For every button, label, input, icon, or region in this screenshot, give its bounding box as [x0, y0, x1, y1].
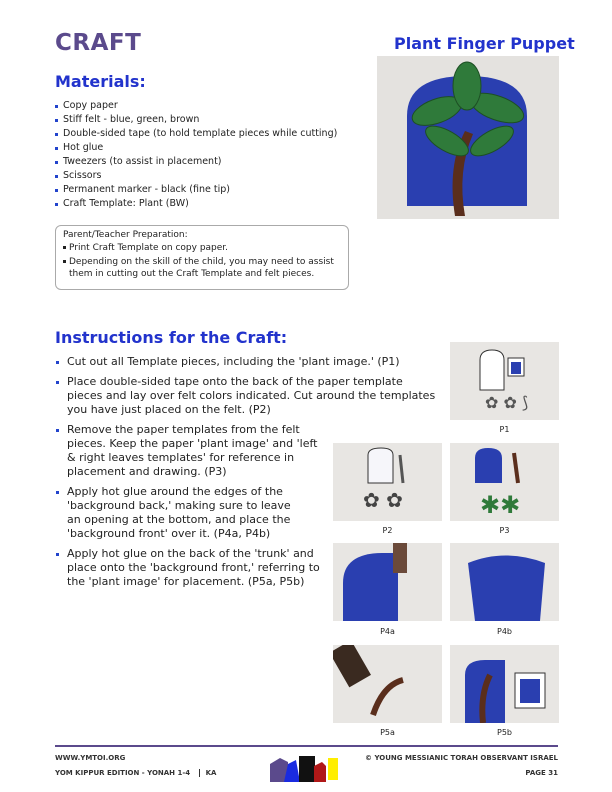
- footer-page-number: PAGE 31: [525, 769, 558, 777]
- photo-p5a: [333, 645, 442, 723]
- footer-copyright: © YOUNG MESSIANIC TORAH OBSERVANT ISRAEL: [365, 754, 558, 762]
- svg-text:✿ ✿: ✿ ✿: [363, 488, 403, 512]
- photo-p3: [450, 443, 559, 521]
- list-item: Cut out all Template pieces, including the 'plant image.' (P1): [55, 355, 440, 369]
- craft-name: Plant Finger Puppet: [394, 34, 575, 53]
- footer-edition: [55, 769, 216, 777]
- photo-p2: [333, 443, 442, 521]
- list-item: Apply hot glue on the back of the 'trunk' and place onto the 'background front,' referring to the 'plant image' for placement. (P5a, P5b): [55, 547, 332, 589]
- photo-caption: P4b: [497, 627, 512, 636]
- photo-caption: P1: [499, 425, 510, 434]
- photo-caption: P5a: [380, 728, 395, 737]
- photo-caption: P5b: [497, 728, 512, 737]
- photo-p4b: [450, 543, 559, 621]
- photo-caption: P2: [382, 526, 393, 535]
- page-title: CRAFT: [55, 30, 142, 56]
- svg-text:✿ ✿ ⟆: ✿ ✿ ⟆: [485, 393, 529, 412]
- materials-heading: Materials:: [55, 72, 146, 91]
- photo-caption: P3: [499, 526, 510, 535]
- photo-p5b: [450, 645, 559, 723]
- footer-divider: [55, 745, 558, 747]
- finished-puppet-photo: [377, 56, 559, 219]
- list-item: Craft Template: Plant (BW): [55, 197, 337, 211]
- list-item: Double-sided tape (to hold template pieces while cutting): [55, 127, 337, 141]
- list-item: Place double-sided tape onto the back of the paper template pieces and lay over felt colors indicated. Cut around the templates you have just placed on the felt. (P2): [55, 375, 440, 417]
- list-item: Print Craft Template on copy paper.: [56, 242, 348, 254]
- photo-p4a: [333, 543, 442, 621]
- footer-website[interactable]: WWW.YMTOI.ORG: [55, 754, 126, 762]
- footer-edition-text: YOM KIPPUR EDITION - YONAH 1-4: [55, 769, 191, 777]
- list-item: Scissors: [55, 169, 337, 183]
- list-item: Remove the paper templates from the felt pieces. Keep the paper 'plant image' and 'left & right leaves templates' for reference in placement and drawing. (P3): [55, 423, 327, 479]
- list-item: Hot glue: [55, 141, 337, 155]
- instructions-heading: Instructions for the Craft:: [55, 328, 288, 347]
- list-item: Copy paper: [55, 99, 337, 113]
- list-item: Stiff felt - blue, green, brown: [55, 113, 337, 127]
- footer-level: KA: [205, 769, 217, 777]
- photo-p1: [450, 342, 559, 420]
- list-item: Tweezers (to assist in placement): [55, 155, 337, 169]
- list-item: Apply hot glue around the edges of the 'background back,' making sure to leave an opening at the bottom, and place the 'background front' over it. (P4a, P4b): [55, 485, 307, 541]
- photo-caption: P4a: [380, 627, 395, 636]
- materials-list: [55, 99, 337, 211]
- prep-heading: Parent/Teacher Preparation:: [63, 230, 188, 240]
- preparation-box: [55, 225, 349, 290]
- list-item: Depending on the skill of the child, you may need to assist them in cutting out the Craft Template and felt pieces.: [56, 256, 348, 280]
- svg-text:✱✱: ✱✱: [480, 491, 521, 519]
- ymtoi-logo: [268, 752, 348, 788]
- list-item: Permanent marker - black (fine tip): [55, 183, 337, 197]
